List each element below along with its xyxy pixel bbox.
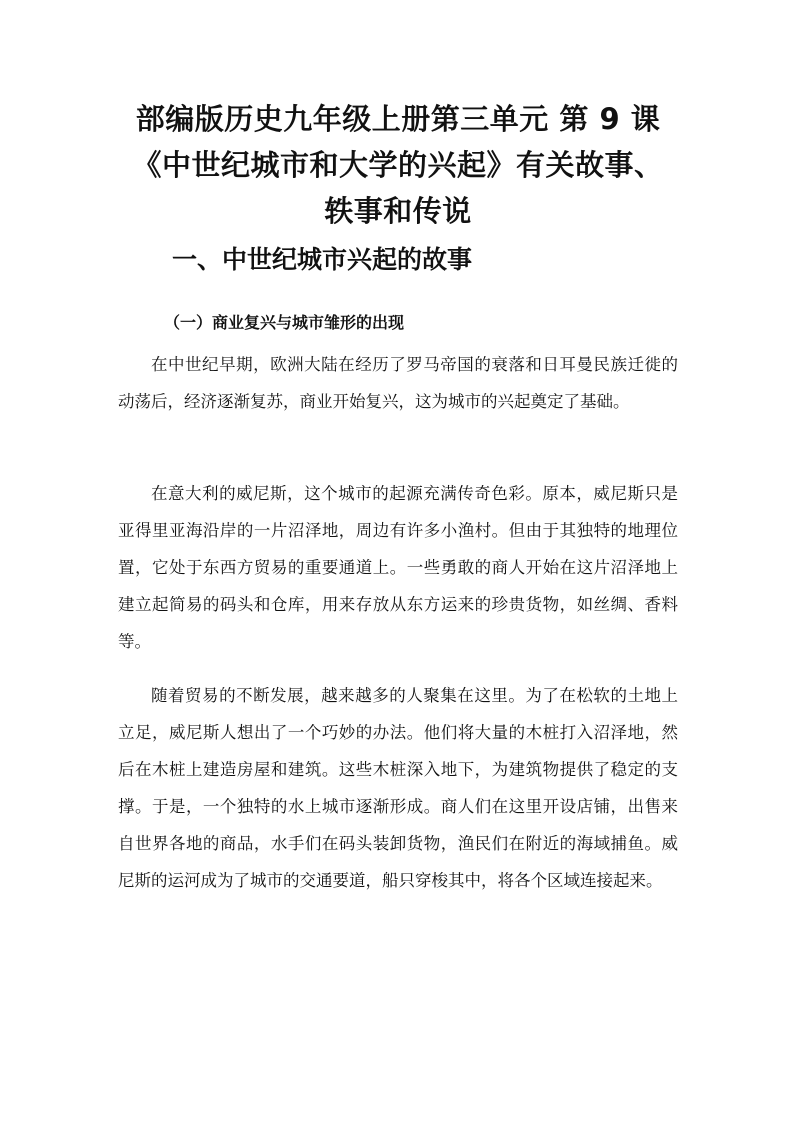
- paragraph: 随着贸易的不断发展，越来越多的人聚集在这里。为了在松软的土地上立足，威尼斯人想出了一个巧妙的办法。他们将大量的木桩打入沼泽地，然后在木桩上建造房屋和建筑。这些木桩深入地下，为建筑物提供了稳定的支撑。于是，一个独特的水上城市逐渐形成。商人们在这里开设店铺，出售来自世界各地的商品，水手们在码头装卸货物，渔民们在附近的海域捕鱼。威尼斯的运河成为了城市的交通要道，船只穿梭其中，将各个区域连接起来。: [118, 686, 678, 890]
- document-title: 部编版历史九年级上册第三单元 第 9 课《中世纪城市和大学的兴起》有关故事、轶事和传说: [132, 102, 664, 228]
- paragraph: 在中世纪早期，欧洲大陆在经历了罗马帝国的衰落和日耳曼民族迁徙的动荡后，经济逐渐复苏，商业开始复兴，这为城市的兴起奠定了基础。: [118, 355, 678, 411]
- subsection-heading: （一）商业复兴与城市雏形的出现: [164, 313, 405, 332]
- paragraph: 在意大利的威尼斯，这个城市的起源充满传奇色彩。原本，威尼斯只是亚得里亚海沿岸的一片沼泽地，周边有许多小渔村。但由于其独特的地理位置，它处于东西方贸易的重要通道上。一些勇敢的商人开始在这片沼泽地上建立起简易的码头和仓库，用来存放从东方运来的珍贵货物，如丝绸、香料等。: [118, 484, 678, 651]
- section-heading: 一、中世纪城市兴起的故事: [172, 245, 473, 274]
